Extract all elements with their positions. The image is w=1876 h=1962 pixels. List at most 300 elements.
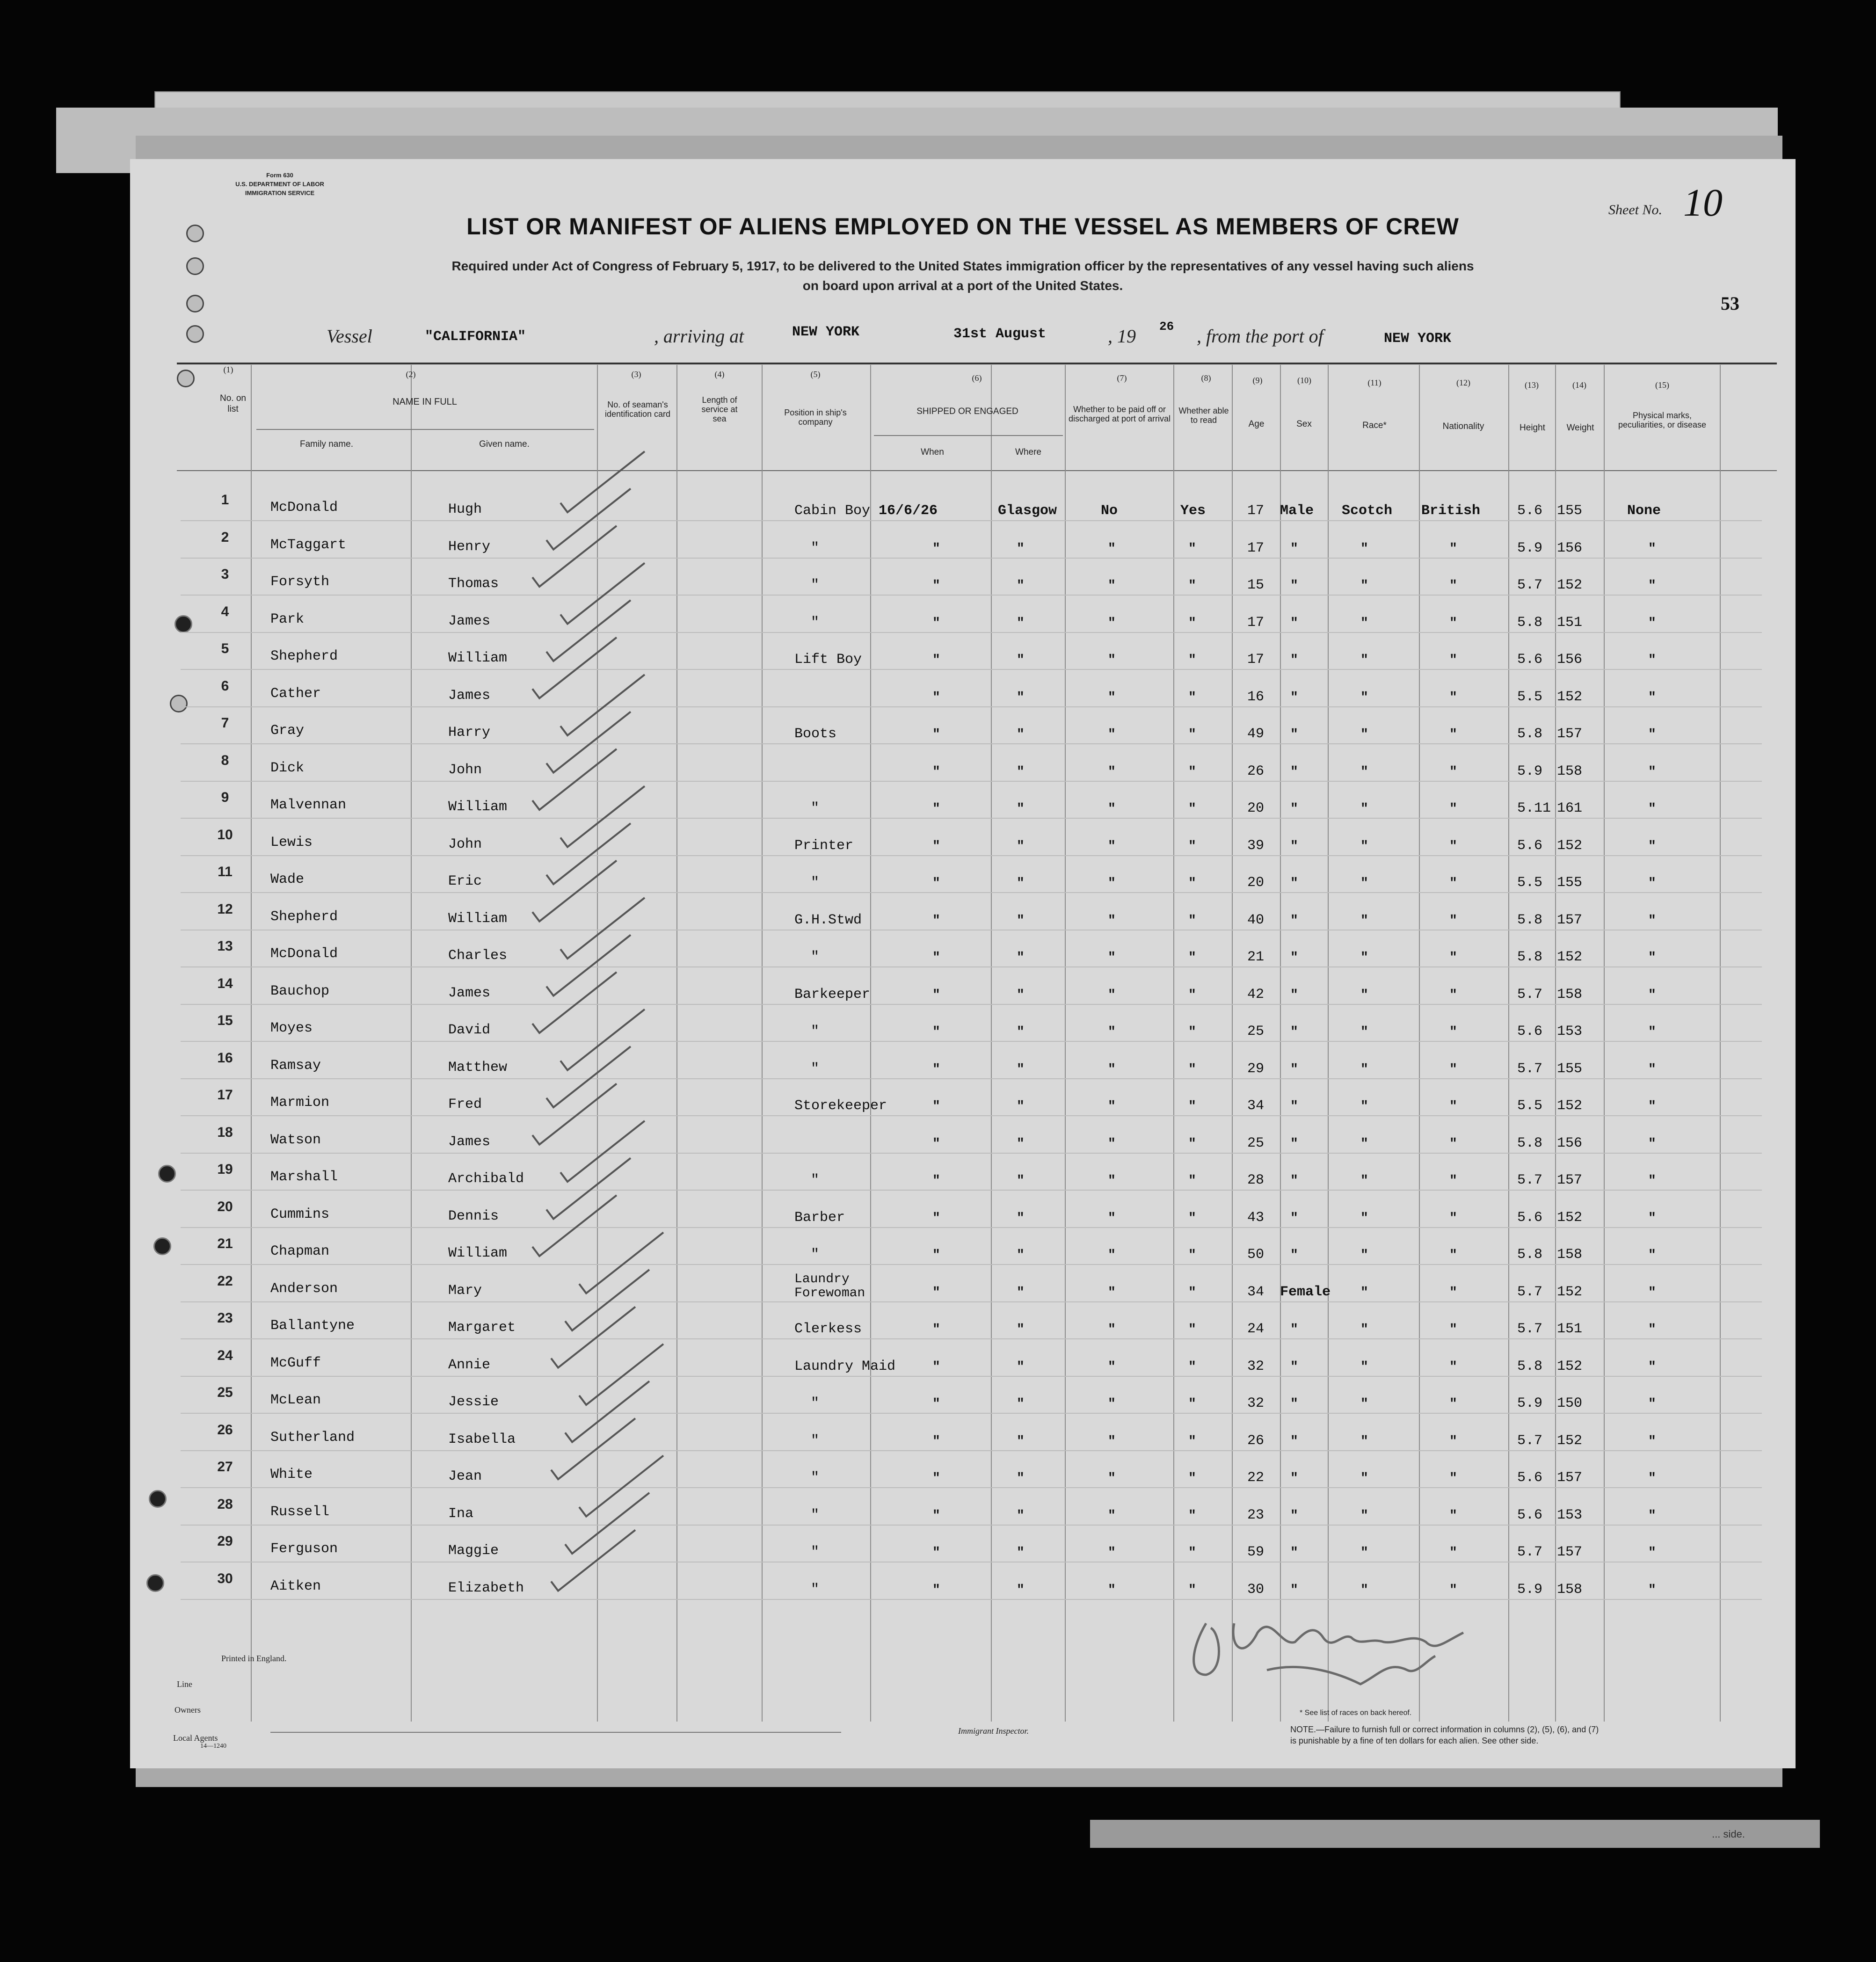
- cell-position: Barber: [794, 1209, 845, 1226]
- cell-family: McLean: [270, 1392, 321, 1408]
- ditto-mark: ": [1017, 653, 1025, 668]
- cell-position: ": [811, 540, 820, 556]
- cell-weight: 151: [1557, 1321, 1583, 1337]
- cell-height: 5.6: [1517, 1507, 1543, 1523]
- form-number: Form 630: [266, 172, 293, 179]
- cell-age: 26: [1247, 763, 1265, 779]
- column-number: (15): [1655, 380, 1669, 390]
- ditto-mark: ": [932, 1248, 940, 1263]
- check-mark: [560, 1010, 645, 1070]
- cell-weight: 151: [1557, 614, 1583, 631]
- ditto-mark: ": [1108, 876, 1116, 891]
- row-number: 30: [217, 1570, 233, 1586]
- ditto-mark: ": [1648, 653, 1656, 668]
- ditto-mark: ": [1290, 579, 1298, 593]
- row-number: 25: [217, 1385, 233, 1400]
- ditto-mark: ": [932, 1434, 940, 1449]
- ditto-mark: ": [1108, 1099, 1116, 1114]
- ditto-mark: ": [1017, 1508, 1025, 1523]
- ditto-mark: ": [1108, 1174, 1116, 1188]
- cell-given: Thomas: [448, 576, 499, 592]
- check-mark: [579, 1456, 663, 1517]
- cell-height: 5.7: [1517, 1432, 1543, 1449]
- ditto-mark: ": [932, 1546, 940, 1560]
- ditto-mark: ": [1449, 1248, 1457, 1263]
- ditto-mark: ": [1017, 1471, 1025, 1486]
- bottom-strip: [1090, 1820, 1820, 1848]
- ditto-mark: ": [1290, 1583, 1298, 1598]
- header-age: Age: [1248, 419, 1265, 429]
- cell-given: James: [448, 1134, 491, 1150]
- ditto-mark: ": [1188, 802, 1196, 816]
- ditto-mark: ": [1017, 1025, 1025, 1039]
- cell-weight: 150: [1557, 1395, 1583, 1411]
- row-number: 20: [217, 1199, 233, 1214]
- ditto-mark: ": [1108, 988, 1116, 1003]
- ditto-mark: ": [1449, 1099, 1457, 1114]
- ditto-mark: ": [1648, 1397, 1656, 1411]
- ditto-mark: ": [1188, 1546, 1196, 1560]
- ditto-mark: ": [1188, 579, 1196, 593]
- cell-age: 49: [1247, 726, 1265, 742]
- cell-age: 40: [1247, 912, 1265, 928]
- ditto-mark: ": [1108, 802, 1116, 816]
- cell-family: Marmion: [270, 1095, 330, 1111]
- ditto-mark: ": [1290, 839, 1298, 854]
- sheet-number: 10: [1683, 181, 1723, 225]
- ditto-mark: ": [1360, 988, 1368, 1003]
- cell-family: Russell: [270, 1504, 330, 1520]
- from-port-label: , from the port of: [1197, 326, 1323, 347]
- ditto-mark: ": [1360, 1397, 1368, 1411]
- bottom-strip-text: ... side.: [1712, 1828, 1745, 1840]
- ditto-mark: ": [1360, 1248, 1368, 1263]
- ditto-mark: ": [1290, 764, 1298, 779]
- check-mark: [560, 1121, 645, 1182]
- ditto-mark: ": [1017, 579, 1025, 593]
- ditto-mark: ": [1290, 1546, 1298, 1560]
- cell-age: 17: [1247, 652, 1265, 668]
- ditto-mark: ": [1290, 690, 1298, 705]
- row-number: 27: [217, 1459, 233, 1475]
- ditto-mark: ": [1648, 1434, 1656, 1449]
- row-number: 29: [217, 1533, 233, 1549]
- column-number: (3): [631, 370, 641, 379]
- ditto-mark: ": [1108, 913, 1116, 928]
- ditto-mark: ": [1108, 1211, 1116, 1226]
- ditto-mark: ": [1108, 1323, 1116, 1337]
- ditto-mark: ": [1290, 1248, 1298, 1263]
- ditto-mark: ": [1360, 951, 1368, 965]
- cell-height: 5.6: [1517, 1209, 1543, 1226]
- column-number: (4): [714, 370, 725, 379]
- arriving-port: NEW YORK: [792, 324, 860, 340]
- cell-weight: 152: [1557, 1358, 1583, 1374]
- ditto-mark: ": [1290, 1508, 1298, 1523]
- cell-given: Eric: [448, 873, 482, 889]
- ditto-mark: ": [932, 579, 940, 593]
- header-family-name: Family name.: [299, 439, 354, 449]
- check-mark: [565, 1381, 649, 1442]
- ditto-mark: ": [1449, 1434, 1457, 1449]
- cell-family: Watson: [270, 1132, 321, 1148]
- cell-weight: 157: [1557, 1470, 1583, 1486]
- cell-age: 34: [1247, 1098, 1265, 1114]
- cell-family: Malvennan: [270, 797, 347, 813]
- ditto-mark: ": [1188, 1359, 1196, 1374]
- ditto-mark: ": [1017, 764, 1025, 779]
- column-number: (13): [1525, 380, 1539, 390]
- check-mark: [532, 526, 617, 587]
- ditto-mark: ": [1017, 839, 1025, 854]
- ditto-mark: ": [1017, 1546, 1025, 1560]
- ditto-mark: ": [932, 1285, 940, 1300]
- ditto-mark: ": [1449, 579, 1457, 593]
- cell-weight: 156: [1557, 1135, 1583, 1151]
- ditto-mark: ": [1449, 1025, 1457, 1039]
- cell-given: James: [448, 687, 491, 704]
- ditto-mark: ": [1360, 1583, 1368, 1598]
- ditto-mark: ": [932, 764, 940, 779]
- cell-family: McDonald: [270, 500, 338, 516]
- cell-given: Annie: [448, 1357, 491, 1373]
- ditto-mark: ": [1648, 839, 1656, 854]
- ditto-mark: ": [1648, 913, 1656, 928]
- ditto-mark: ": [1108, 1136, 1116, 1151]
- ditto-mark: ": [1188, 839, 1196, 854]
- cell-family: Bauchop: [270, 983, 330, 999]
- ditto-mark: ": [1108, 1359, 1116, 1374]
- ditto-mark: ": [1360, 764, 1368, 779]
- cell-position: Printer: [794, 837, 854, 854]
- ditto-mark: ": [1449, 690, 1457, 705]
- ditto-mark: ": [1188, 541, 1196, 556]
- ditto-mark: ": [932, 1471, 940, 1486]
- ditto-mark: ": [1648, 988, 1656, 1003]
- local-agents-label: Local Agents: [173, 1733, 218, 1743]
- ditto-mark: ": [1017, 951, 1025, 965]
- row-number: 11: [218, 864, 233, 879]
- ditto-mark: ": [1108, 1434, 1116, 1449]
- cell-family: Ferguson: [270, 1541, 338, 1557]
- check-mark: [551, 1530, 635, 1591]
- ditto-mark: ": [1108, 690, 1116, 705]
- ditto-mark: ": [1449, 653, 1457, 668]
- cell-position: Boots: [794, 726, 837, 742]
- cell-weight: 153: [1557, 1024, 1583, 1039]
- ditto-mark: ": [932, 727, 940, 742]
- fine-note: [1290, 1724, 1599, 1746]
- ditto-mark: ": [932, 1211, 940, 1226]
- ditto-mark: ": [1017, 802, 1025, 816]
- check-mark: [560, 675, 645, 735]
- check-marks: [130, 159, 1796, 1768]
- row-number: 23: [217, 1310, 233, 1326]
- cell-position: ": [811, 577, 820, 593]
- ditto-mark: ": [1108, 1285, 1116, 1300]
- cell-height: 5.6: [1517, 1470, 1543, 1486]
- ditto-mark: ": [1449, 616, 1457, 631]
- arrival-date: 31st August: [953, 326, 1047, 342]
- ditto-mark: ": [1290, 1397, 1298, 1411]
- ditto-mark: ": [1188, 1285, 1196, 1300]
- ditto-mark: ": [1188, 1508, 1196, 1523]
- header-id-card: No. of seaman's identification card: [604, 400, 671, 419]
- ditto-mark: ": [1017, 541, 1025, 556]
- check-mark: [546, 600, 631, 661]
- ditto-mark: ": [1188, 1471, 1196, 1486]
- ditto-mark: ": [1449, 1062, 1457, 1077]
- cell-given: Henry: [448, 538, 491, 555]
- column-number: (1): [223, 365, 233, 374]
- ditto-mark: ": [932, 1062, 940, 1077]
- ditto-mark: ": [1290, 913, 1298, 928]
- cell-given: James: [448, 985, 491, 1001]
- ditto-mark: ": [1188, 951, 1196, 965]
- ditto-mark: ": [1188, 1323, 1196, 1337]
- ditto-mark: ": [1290, 1359, 1298, 1374]
- cell-age: 15: [1247, 577, 1265, 593]
- ditto-mark: ": [1648, 1285, 1656, 1300]
- year-suffix: 26: [1159, 320, 1174, 334]
- ditto-mark: ": [1188, 616, 1196, 631]
- row-number: 6: [221, 678, 229, 694]
- cell-given: Jean: [448, 1468, 482, 1484]
- cell-age: 21: [1247, 949, 1265, 965]
- cell-height: 5.8: [1517, 1247, 1543, 1263]
- ditto-mark: ": [932, 690, 940, 705]
- cell-height: 5.8: [1517, 912, 1543, 928]
- cell-sex: Male: [1280, 503, 1314, 519]
- ditto-mark: ": [1290, 802, 1298, 816]
- cell-weight: 157: [1557, 912, 1583, 928]
- header-shipped: SHIPPED OR ENGAGED: [916, 407, 1018, 416]
- from-port: NEW YORK: [1384, 331, 1452, 347]
- cell-weight: 157: [1557, 726, 1583, 742]
- owners-label: Owners: [175, 1705, 201, 1715]
- ditto-mark: ": [932, 616, 940, 631]
- ditto-mark: ": [1290, 1471, 1298, 1486]
- ditto-mark: ": [932, 1359, 940, 1374]
- ditto-mark: ": [1449, 951, 1457, 965]
- ditto-mark: ": [1648, 1359, 1656, 1374]
- ditto-mark: ": [1290, 1211, 1298, 1226]
- cell-age: 32: [1247, 1395, 1265, 1411]
- ditto-mark: ": [1449, 1323, 1457, 1337]
- check-mark: [565, 1493, 649, 1554]
- header-length-service: Length of service at sea: [701, 395, 738, 423]
- races-note: * See list of races on back hereof.: [1300, 1709, 1412, 1717]
- ditto-mark: ": [1360, 802, 1368, 816]
- row-number: 5: [221, 641, 229, 656]
- ditto-mark: ": [932, 839, 940, 854]
- row-number: 24: [217, 1347, 233, 1363]
- cell-age: 32: [1247, 1358, 1265, 1374]
- cell-family: White: [270, 1467, 313, 1482]
- column-number: (10): [1297, 376, 1311, 385]
- ditto-mark: ": [1360, 579, 1368, 593]
- ditto-mark: ": [1188, 1434, 1196, 1449]
- ditto-mark: ": [1360, 1471, 1368, 1486]
- column-number: (12): [1456, 378, 1470, 387]
- ditto-mark: ": [1188, 1211, 1196, 1226]
- column-number: (7): [1117, 373, 1127, 383]
- check-mark: [579, 1233, 663, 1293]
- cell-weight: 157: [1557, 1172, 1583, 1188]
- row-number: 22: [217, 1273, 233, 1289]
- ditto-mark: ": [1290, 1099, 1298, 1114]
- ditto-mark: ": [1360, 690, 1368, 705]
- ditto-mark: ": [1648, 1248, 1656, 1263]
- row-number: 18: [217, 1124, 233, 1140]
- cell-weight: 156: [1557, 540, 1583, 556]
- cell-age: 25: [1247, 1135, 1265, 1151]
- cell-height: 5.6: [1517, 1024, 1543, 1039]
- cell-age: 17: [1247, 503, 1265, 519]
- cell-given: Hugh: [448, 501, 482, 517]
- header-nationality: Nationality: [1442, 421, 1484, 431]
- ditto-mark: ": [1017, 1359, 1025, 1374]
- ditto-mark: ": [1360, 1062, 1368, 1077]
- ditto-mark: ": [1290, 951, 1298, 965]
- subtitle-line: Required under Act of Congress of February 5, 1917, to be delivered to the United States immigration officer by the representatives of any vessel having such aliens: [451, 259, 1474, 273]
- page-title: LIST OR MANIFEST OF ALIENS EMPLOYED ON THE VESSEL AS MEMBERS OF CREW: [466, 213, 1459, 240]
- ditto-mark: ": [1648, 541, 1656, 556]
- ditto-mark: ": [1449, 1583, 1457, 1598]
- ditto-mark: ": [932, 988, 940, 1003]
- ditto-mark: ": [1449, 1471, 1457, 1486]
- cell-weight: 152: [1557, 949, 1583, 965]
- cell-position: Laundry Forewoman: [794, 1272, 865, 1301]
- header-when: When: [921, 447, 944, 457]
- cell-position: ": [811, 614, 820, 631]
- ditto-mark: ": [1449, 1136, 1457, 1151]
- cell-age: 29: [1247, 1061, 1265, 1077]
- row-number: 2: [221, 529, 229, 545]
- cell-height: 5.7: [1517, 1544, 1543, 1560]
- ditto-mark: ": [932, 541, 940, 556]
- ditto-mark: ": [1108, 951, 1116, 965]
- ditto-mark: ": [1449, 727, 1457, 742]
- cell-family: McTaggart: [270, 537, 347, 553]
- row-number: 3: [221, 567, 229, 582]
- ditto-mark: ": [1449, 839, 1457, 854]
- ditto-mark: ": [1449, 1397, 1457, 1411]
- ditto-mark: ": [1017, 1397, 1025, 1411]
- cell-weight: 155: [1557, 875, 1583, 891]
- ditto-mark: ": [1108, 1583, 1116, 1598]
- ditto-mark: ": [1108, 727, 1116, 742]
- ditto-mark: ": [1360, 727, 1368, 742]
- ditto-mark: ": [1648, 579, 1656, 593]
- ditto-mark: ": [932, 876, 940, 891]
- cell-position: ": [811, 1544, 820, 1560]
- ditto-mark: ": [1648, 1323, 1656, 1337]
- cell-position: ": [811, 1581, 820, 1598]
- cell-height: 5.5: [1517, 875, 1543, 891]
- cell-height: 5.9: [1517, 540, 1543, 556]
- ditto-mark: ": [1188, 690, 1196, 705]
- cell-given: Mary: [448, 1282, 482, 1299]
- column-number: (6): [972, 373, 982, 383]
- cell-height: 5.7: [1517, 1284, 1543, 1300]
- cell-given: William: [448, 799, 508, 815]
- header-height: Height: [1520, 423, 1545, 433]
- row-number: 19: [217, 1162, 233, 1177]
- ditto-mark: ": [1290, 1025, 1298, 1039]
- cell-family: Lewis: [270, 834, 313, 850]
- row-number: 1: [221, 492, 229, 508]
- ditto-mark: ": [1360, 1025, 1368, 1039]
- ditto-mark: ": [1108, 1248, 1116, 1263]
- ditto-mark: ": [1017, 913, 1025, 928]
- line-label: Line: [177, 1679, 192, 1689]
- cell-given: John: [448, 836, 482, 852]
- fine-note-line: is punishable by a fine of ten dollars for each alien. See other side.: [1290, 1736, 1539, 1745]
- cell-family: Chapman: [270, 1243, 330, 1259]
- check-mark: [551, 1418, 635, 1479]
- ditto-mark: ": [1017, 1583, 1025, 1598]
- cell-family: Marshall: [270, 1169, 338, 1185]
- cell-position: ": [811, 1507, 820, 1523]
- ditto-mark: ": [1449, 1285, 1457, 1300]
- ditto-mark: ": [1188, 1099, 1196, 1114]
- cell-age: 25: [1247, 1024, 1265, 1039]
- cell-height: 5.7: [1517, 1061, 1543, 1077]
- ditto-mark: ": [1017, 1323, 1025, 1337]
- cell-age: 30: [1247, 1581, 1265, 1598]
- check-mark: [532, 749, 617, 810]
- page-number: 53: [1721, 293, 1739, 314]
- ditto-mark: ": [932, 951, 940, 965]
- cell-age: 59: [1247, 1544, 1265, 1560]
- cell-age: 17: [1247, 540, 1265, 556]
- cell-when: 16/6/26: [879, 503, 938, 519]
- cell-age: 16: [1247, 689, 1265, 705]
- cell-weight: 158: [1557, 1581, 1583, 1598]
- column-number: (5): [810, 370, 821, 379]
- cell-height: 5.6: [1517, 503, 1543, 519]
- column-number: (9): [1252, 376, 1263, 385]
- ditto-mark: ": [932, 1099, 940, 1114]
- header-able-read: Whether able to read: [1178, 406, 1229, 425]
- ditto-mark: ": [1648, 951, 1656, 965]
- cell-paid: No: [1101, 503, 1118, 519]
- ditto-mark: ": [1188, 1397, 1196, 1411]
- cell-family: Anderson: [270, 1280, 338, 1297]
- row-number: 14: [217, 975, 233, 991]
- cell-family: Dick: [270, 760, 305, 776]
- ditto-mark: ": [1449, 1211, 1457, 1226]
- check-mark: [551, 1307, 635, 1368]
- ditto-mark: ": [1108, 541, 1116, 556]
- ditto-mark: ": [1360, 1359, 1368, 1374]
- cell-family: Moyes: [270, 1020, 313, 1036]
- check-mark: [532, 1195, 617, 1256]
- cell-age: 26: [1247, 1432, 1265, 1449]
- column-number: (11): [1367, 378, 1382, 387]
- subtitle-line: on board upon arrival at a port of the United States.: [802, 278, 1123, 293]
- fine-note-line: NOTE.—Failure to furnish full or correct information in columns (2), (5), (6), and (7): [1290, 1725, 1599, 1734]
- ditto-mark: ": [1017, 1136, 1025, 1151]
- ditto-mark: ": [1108, 1025, 1116, 1039]
- ditto-mark: ": [1648, 1546, 1656, 1560]
- check-mark: [546, 489, 631, 550]
- row-number: 15: [217, 1013, 233, 1028]
- ditto-mark: ": [1648, 1062, 1656, 1077]
- ditto-mark: ": [1188, 1136, 1196, 1151]
- cell-family: Sutherland: [270, 1429, 355, 1446]
